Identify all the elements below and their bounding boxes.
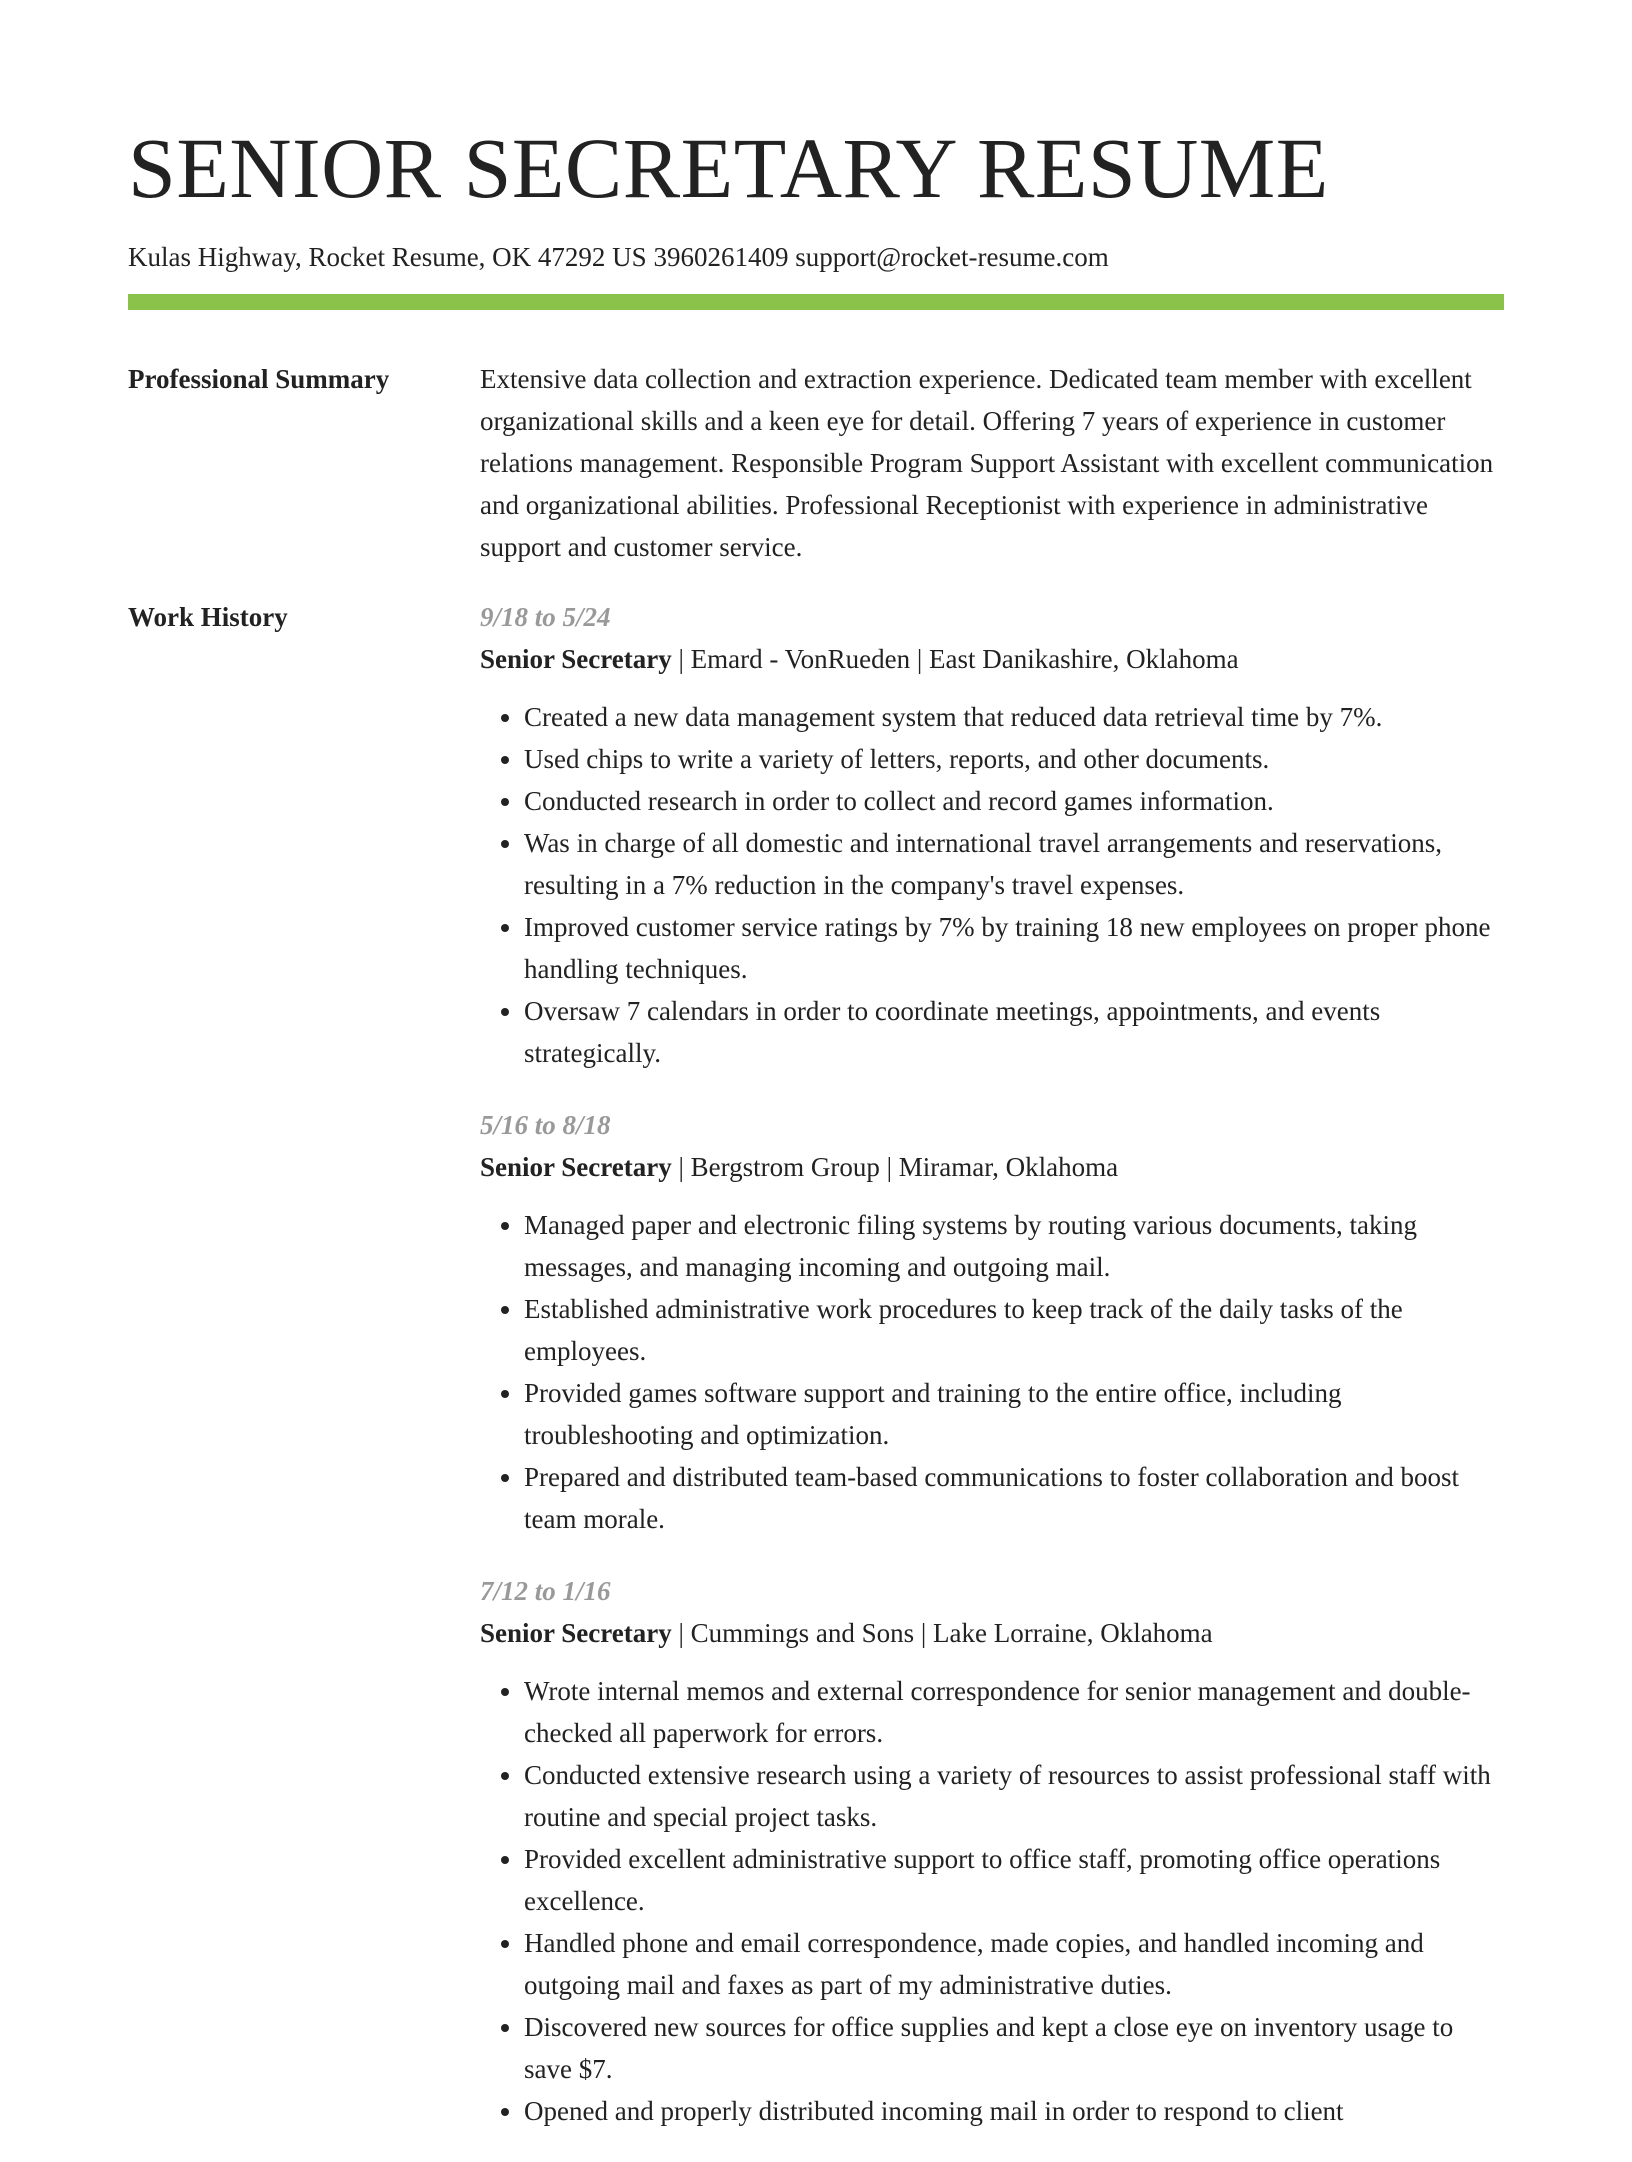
contact-line: Kulas Highway, Rocket Resume, OK 47292 US 3960261409 support@rocket-resume.com xyxy=(128,242,1109,272)
list-item: • Created a new data management system that reduced data retrieval time by 7%. xyxy=(524,696,1504,738)
list-item: • Established administrative work procedures to keep track of the daily tasks of the employees. xyxy=(524,1288,1504,1372)
job-list xyxy=(480,596,1504,2162)
resume-page xyxy=(128,118,1504,2162)
section-label-summary: Professional Summary xyxy=(128,364,390,394)
job-employer-location: | Bergstrom Group | Miramar, Oklahoma xyxy=(671,1152,1119,1182)
list-item: • Discovered new sources for office supplies and kept a close eye on inventory usage to save $7. xyxy=(524,2006,1504,2090)
list-item: • Was in charge of all domestic and international travel arrangements and reservations, resulting in a 7% reduction in the company's travel expenses. xyxy=(524,822,1504,906)
section-label-work-history: Work History xyxy=(128,602,288,632)
list-item: • Oversaw 7 calendars in order to coordinate meetings, appointments, and events strategically. xyxy=(524,990,1504,1074)
list-item: • Prepared and distributed team-based communications to foster collaboration and boost team morale. xyxy=(524,1456,1504,1540)
list-item: • Wrote internal memos and external correspondence for senior management and double-checked all paperwork for errors. xyxy=(524,1670,1504,1754)
list-item: • Managed paper and electronic filing systems by routing various documents, taking messages, and managing incoming and outgoing mail. xyxy=(524,1204,1504,1288)
job-title: Senior Secretary xyxy=(480,1152,672,1182)
job-dates: 9/18 to 5/24 xyxy=(480,602,611,632)
job-heading xyxy=(480,638,1504,680)
resume-title: SENIOR SECRETARY RESUME xyxy=(128,120,1329,216)
list-item: • Conducted research in order to collect and record games information. xyxy=(524,780,1504,822)
summary-text: Extensive data collection and extraction experience. Dedicated team member with excellent organizational skills and a keen eye for detail. Offering 7 years of experience in customer relations management. Responsible Program Support Assistant with excellent communication and organizational abilities. Professional Receptionist with experience in administrative support and customer service. xyxy=(480,364,1494,562)
job-employer-location: | Cummings and Sons | Lake Lorraine, Oklahoma xyxy=(671,1618,1213,1648)
job-bullet-list xyxy=(480,696,1504,1074)
list-item: • Opened and properly distributed incoming mail in order to respond to client xyxy=(524,2090,1504,2132)
job-title: Senior Secretary xyxy=(480,1618,672,1648)
header-divider xyxy=(128,294,1504,310)
list-item: • Provided games software support and training to the entire office, including troubleshooting and optimization. xyxy=(524,1372,1504,1456)
list-item: • Improved customer service ratings by 7% by training 18 new employees on proper phone handling techniques. xyxy=(524,906,1504,990)
job-entry xyxy=(480,596,1504,1074)
list-item: • Used chips to write a variety of letters, reports, and other documents. xyxy=(524,738,1504,780)
job-employer-location: | Emard - VonRueden | East Danikashire, Oklahoma xyxy=(671,644,1239,674)
job-bullet-list xyxy=(480,1670,1504,2132)
job-dates: 5/16 to 8/18 xyxy=(480,1110,611,1140)
job-title: Senior Secretary xyxy=(480,644,672,674)
work-history-section xyxy=(128,596,1504,2162)
job-bullet-list xyxy=(480,1204,1504,1540)
list-item: • Conducted extensive research using a variety of resources to assist professional staff with routine and special project tasks. xyxy=(524,1754,1504,1838)
job-heading xyxy=(480,1612,1504,1654)
job-entry xyxy=(480,1104,1504,1540)
job-heading xyxy=(480,1146,1504,1188)
professional-summary-section xyxy=(128,358,1504,568)
job-entry xyxy=(480,1570,1504,2132)
list-item: • Handled phone and email correspondence, made copies, and handled incoming and outgoing mail and faxes as part of my administrative duties. xyxy=(524,1922,1504,2006)
list-item: • Provided excellent administrative support to office staff, promoting office operations excellence. xyxy=(524,1838,1504,1922)
job-dates: 7/12 to 1/16 xyxy=(480,1576,611,1606)
